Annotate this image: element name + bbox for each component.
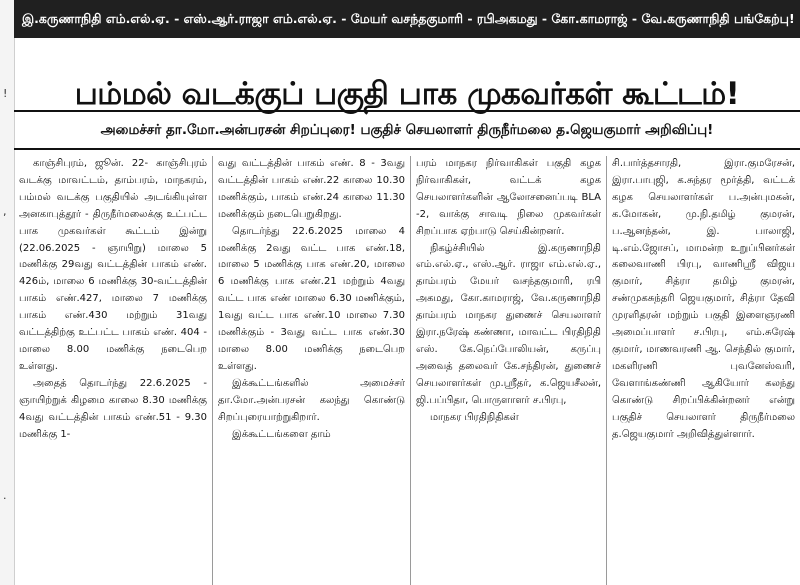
paragraph: மாநகர பிரதிநிதிகள்	[430, 411, 519, 423]
headline: பம்மல் வடக்குப் பகுதி பாக முகவர்கள் கூட்டம்!	[74, 75, 740, 112]
paragraph: காஞ்சிபுரம், ஜூன். 22- காஞ்சிபுரம் வடக்கு மாவட்டம், தாம்பரம், மாநகரம், பம்மல் வடக்கு பகுதியில் அடங்கியுள்ள அனகாபுத்தூர் - திருநீர்மலைக்கு உட்பட்ட பாக முகவர்கள் கூட்டம் இன்று (22.06.2025 - ஞாயிறு) மாலை 5 மணிக்கு 29வது வட்டத்தின் பாகம் எண். 426ம், மாலை 6 மணிக்கு 30-வட்டத்தின் பாகம் எண்.427, மாலை 7 மணிக்கு பாகம் எண்.430 மற்றும் 31வது வட்டத்திற்கு உட்பட்ட பாகம் எண். 404 - மாலை 8.00 மணிக்கு நடைபெற உள்ளது.	[19, 158, 207, 372]
article-column-2	[212, 156, 410, 585]
paragraph: தொடர்ந்து 22.6.2025 மாலை 4 மணிக்கு 2வது வட்ட பாக எண்.18, மாலை 5 மணிக்கு பாக எண்.20, மாலை 6 மணிக்கு பாக எண்.21 மற்றும் 4வது வட்ட பாக எண் மாலை 6.30 மணிக்கும், 1வது வட்ட பாக எண்.10 மாலை 7.30 மணிக்கும் - 3வது வட்ட பாக எண்.30 மாலை 8.00 மணிக்கு நடைபெற உள்ளது.	[218, 225, 405, 372]
clip-mark: .	[3, 489, 7, 502]
article-column-1	[14, 156, 212, 585]
article-column-3	[410, 156, 606, 585]
paragraph: நிகழ்ச்சியில் இ.கருணாநிதி எம்.எல்.ஏ., எஸ்.ஆர். ராஜா எம்.எல்.ஏ., தாம்பரம் மேயர் வசந்தகுமாரி, ரபி அகமது, கோ.காமராஜ், வே.கருணாநிதி தாம்பரம் மாநகர துணைச் செயலாளர் இரா.நரேஷ் கண்ணா, மாவட்ட பிரதிநிதி எஸ். கே.நெப்போலியன், கருப்பு அவைத் தலைவர் கே.சந்திரன், துணைச் செயலாளர்கள் மு.ஸ்ரீதர், க.ஜெயசீலன், ஜி.பப்பிதா, பொருளாளர் ச.பிரபு,	[416, 242, 601, 406]
paragraph: இக்கூட்டங்களை தாம்	[232, 428, 331, 440]
article-column-4	[606, 156, 800, 585]
top-banner: இ.கருணாநிதி எம்.எல்.ஏ. - எஸ்.ஆர்.ராஜா எம்.எல்.ஏ. - மேயர் வசந்தகுமாரி - ரபிஅகமது - கோ.காமராஜ் - வே.கருணாநிதி பங்கேற்பு!	[14, 0, 800, 38]
paragraph: பரம் மாநகர நிர்வாகிகள் பகுதி கழக நிர்வாகிகள், வட்டக் கழக செயலாளர்களின் ஆலோசனைப்படி BLA -2, வாக்கு சாவடி நிலை முகவர்கள் சிறப்பாக ஏற்பாடு செய்கின்றனர்.	[416, 158, 601, 237]
paragraph: அதைத் தொடர்ந்து 22.6.2025 - ஞாயிற்றுக் கிழமை காலை 8.30 மணிக்கு 4வது வட்டத்தின் பாகம் எண்.51 - 9.30 மணிக்கு 1-	[19, 377, 207, 440]
adjacent-clipping-edge	[0, 0, 15, 585]
subheadline: அமைச்சர் தா.மோ.அன்பரசன் சிறப்புரை! பகுதிச் செயலாளர் திருநீர்மலை த.ஜெயகுமார் அறிவிப்பு!	[14, 110, 800, 150]
paragraph: சி.பார்த்தசாரதி, இரா.குமரேசன், இரா.பாபுஜி, க.சுந்தர மூர்த்தி, வட்டக் கழக செயலாளர்கள் ப.அன்புமகன், க.மோகன், மு.நி.தமிழ் குமரன், ப.ஆனந்தன், இ. பாலாஜி, டி.எம்.ஜோசப், மாமன்ற உறுப்பினர்கள் கலைவாணி பிரபு, வாணிஸ்ரீ விஜய குமார், சித்ரா தமிழ் குமரன், சண்முகசுந்தரி ஜெயகுமார், சித்ரா தேவி முரளிதரன் மற்றும் பகுதி இளைஞரணி அமைப்பாளர் ச.பிரபு, எம்.சுரேஷ் குமார், மாணவரணி ஆ. செந்தில் குமார், மகளிரணி புவனேஸ்வரி, வேளாங்கண்ணி ஆகியோர் கலந்து கொண்டு சிறப்பிக்கின்றனர் என்று பகுதிச் செயலாளர் திருநீர்மலை த.ஜெயகுமார் அறிவித்துள்ளார்.	[612, 158, 795, 440]
paragraph: வது வட்டத்தின் பாகம் எண். 8 - 3வது வட்டத்தின் பாகம் எண்.22 காலை 10.30 மணிக்கும், பாகம் எண்.24 காலை 11.30 மணிக்கும் நடைபெறுகிறது.	[218, 158, 405, 220]
clip-mark: ,	[3, 205, 7, 218]
paragraph: இக்கூட்டங்களில் அமைச்சர் தா.மோ.அன்பரசன் கலந்து கொண்டு சிறப்புரையாற்றுகிறார்.	[218, 377, 405, 423]
article-body	[14, 156, 800, 585]
clip-mark: !	[3, 87, 8, 100]
